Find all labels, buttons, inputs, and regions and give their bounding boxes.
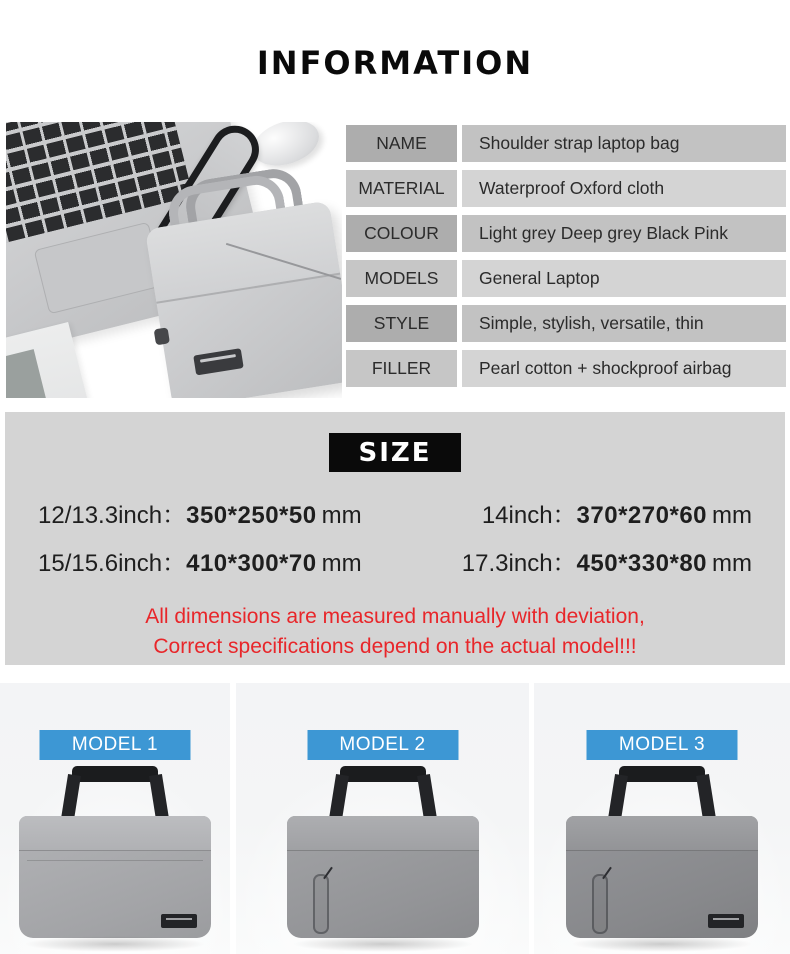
bag-seam (27, 860, 203, 861)
bag-strap-anchor (154, 327, 170, 345)
bag-handle-strap (608, 774, 628, 821)
size-entry (395, 543, 752, 578)
bag-shadow (571, 936, 753, 952)
row-value: Waterproof Oxford cloth (462, 170, 786, 207)
row-value: Pearl cotton + shockproof airbag (462, 350, 786, 387)
table-row (346, 125, 786, 162)
size-heading: SIZE (329, 433, 461, 472)
size-value: 350*250*50 (186, 502, 317, 529)
info-table (346, 125, 786, 395)
bag-flap (566, 816, 758, 851)
page-title: INFORMATION (256, 44, 534, 82)
size-colon: ： (552, 502, 577, 529)
bag-handle-grip (340, 766, 426, 782)
bag-handle-strap (696, 774, 716, 821)
paper-picture (6, 349, 55, 398)
bag-handle-strap (417, 774, 437, 821)
model-panel-3 (534, 683, 790, 954)
size-grid (38, 495, 752, 578)
size-warning-line: All dimensions are measured manually with deviation, (145, 605, 645, 628)
row-value: Shoulder strap laptop bag (462, 125, 786, 162)
table-row (346, 350, 786, 387)
size-value: 370*270*60 (576, 502, 708, 529)
laptop-bag-illustration (145, 201, 342, 398)
row-value: General Laptop (462, 260, 786, 297)
model-3-bag-illustration (566, 766, 758, 946)
size-label: 15/15.6inch (38, 550, 163, 577)
bag-logo-patch (708, 914, 744, 928)
row-label: NAME (346, 125, 457, 162)
models-section (0, 683, 790, 954)
model-1-bag-illustration (19, 766, 211, 946)
size-unit: mm (321, 550, 362, 577)
bag-handle-grip (72, 766, 158, 782)
size-warning (5, 602, 785, 662)
bag-body (566, 816, 758, 938)
size-warning-line: Correct specifications depend on the actual model!!! (153, 635, 637, 658)
bag-body (287, 816, 479, 938)
bag-handle-strap (61, 774, 81, 821)
row-label: MATERIAL (346, 170, 457, 207)
bag-body (19, 816, 211, 938)
model-panel-2 (236, 683, 529, 954)
row-label: COLOUR (346, 215, 457, 252)
model-panel-1 (0, 683, 230, 954)
bag-logo-patch (193, 348, 244, 375)
bag-handle-grip (619, 766, 705, 782)
table-row (346, 170, 786, 207)
size-unit: mm (712, 502, 752, 529)
model-2-bag-illustration (287, 766, 479, 946)
size-entry (395, 495, 752, 530)
bag-shadow (292, 936, 474, 952)
row-value: Light grey Deep grey Black Pink (462, 215, 786, 252)
size-unit: mm (712, 550, 752, 577)
bag-flap (19, 816, 211, 851)
bag-logo-patch (161, 914, 197, 928)
row-value: Simple, stylish, versatile, thin (462, 305, 786, 342)
size-colon: ： (552, 550, 577, 577)
size-value: 450*330*80 (576, 550, 708, 577)
model-1-badge: MODEL 1 (40, 730, 191, 760)
size-entry (38, 543, 395, 578)
size-colon: ： (162, 502, 187, 529)
size-label: 14inch (481, 502, 553, 529)
bag-zipper-pocket (592, 874, 608, 934)
bag-handle-strap (149, 774, 169, 821)
bag-handle-strap (328, 774, 348, 821)
bag-flap (287, 816, 479, 851)
size-value: 410*300*70 (186, 550, 317, 577)
product-photo (6, 122, 342, 398)
row-label: FILLER (346, 350, 457, 387)
bag-body (145, 201, 342, 398)
laptop-trackpad (34, 222, 164, 315)
size-entry (38, 495, 395, 530)
row-label: MODELS (346, 260, 457, 297)
table-row (346, 305, 786, 342)
size-label: 17.3inch (461, 550, 553, 577)
size-section (5, 412, 785, 665)
size-unit: mm (321, 502, 362, 529)
bag-zipper-pocket (313, 874, 329, 934)
bag-shadow (24, 936, 206, 952)
row-label: STYLE (346, 305, 457, 342)
size-colon: ： (162, 550, 187, 577)
table-row (346, 215, 786, 252)
model-2-badge: MODEL 2 (307, 730, 458, 760)
paper-card (6, 322, 104, 398)
table-row (346, 260, 786, 297)
model-3-badge: MODEL 3 (587, 730, 738, 760)
size-label: 12/13.3inch (38, 502, 163, 529)
